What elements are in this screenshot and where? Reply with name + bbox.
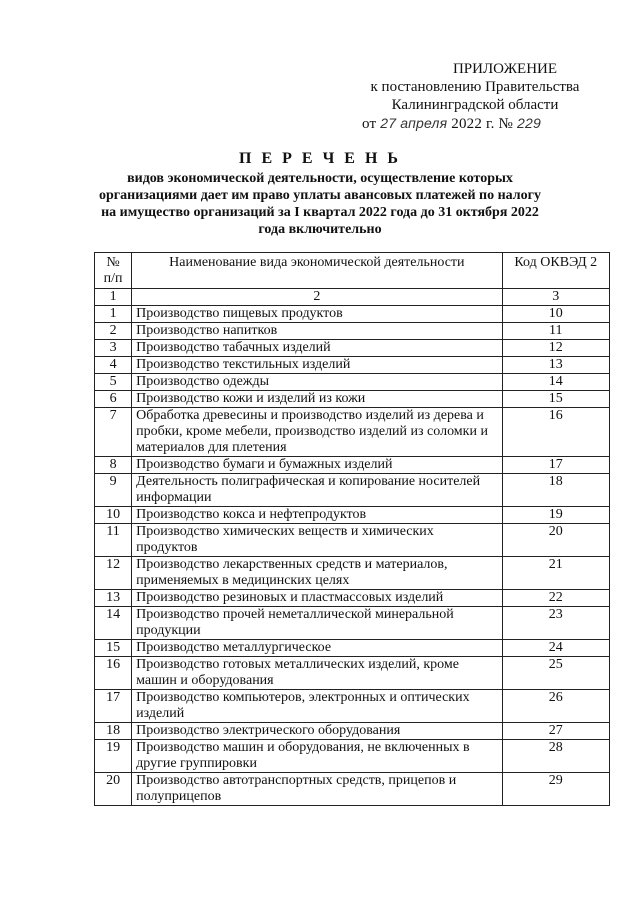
row-number: 13 [95, 590, 132, 607]
table-row [95, 457, 610, 474]
row-number: 4 [95, 357, 132, 374]
activity-name: Производство резиновых и пластмассовых изделий [132, 590, 502, 607]
table-row [95, 323, 610, 340]
appendix-line-3: Калининградской области [391, 97, 559, 113]
table-row [95, 557, 610, 590]
table-row [95, 507, 610, 524]
table-row [95, 590, 610, 607]
appendix-date-line [340, 114, 610, 133]
activity-name: Производство электрического оборудования [132, 723, 502, 740]
okved-code: 27 [502, 723, 609, 740]
activity-name: Производство металлургическое [132, 640, 502, 657]
document-title: П Е Р Е Ч Е Н Ь [239, 150, 401, 167]
col-name-header: Наименование вида экономической деятельности [132, 253, 502, 289]
okved-code: 13 [502, 357, 609, 374]
activity-name: Производство текстильных изделий [132, 357, 502, 374]
table-row [95, 607, 610, 640]
activity-name: Производство табачных изделий [132, 340, 502, 357]
okved-code: 21 [502, 557, 609, 590]
row-number: 5 [95, 374, 132, 391]
row-number: 17 [95, 690, 132, 723]
okved-code: 10 [502, 306, 609, 323]
activity-name: Производство кокса и нефтепродуктов [132, 507, 502, 524]
table-row [95, 524, 610, 557]
okved-code: 11 [502, 323, 609, 340]
date-prefix: от [362, 116, 377, 132]
okved-code: 16 [502, 408, 609, 457]
appendix-line-2: к постановлению Правительства [370, 79, 580, 95]
activity-name: Производство прочей неметаллической минеральной продукции [132, 607, 502, 640]
table-row [95, 657, 610, 690]
okved-code: 19 [502, 507, 609, 524]
col-code-header: Код ОКВЭД 2 [502, 253, 609, 289]
table-body [95, 306, 610, 806]
activity-name: Производство пищевых продуктов [132, 306, 502, 323]
col-number-3: 3 [502, 289, 609, 306]
okved-code: 22 [502, 590, 609, 607]
document-heading [90, 150, 550, 238]
table-row [95, 357, 610, 374]
row-number: 19 [95, 740, 132, 773]
activity-name: Производство лекарственных средств и материалов, применяемых в медицинских целях [132, 557, 502, 590]
row-number: 16 [95, 657, 132, 690]
col-number-1: 1 [95, 289, 132, 306]
okved-code: 24 [502, 640, 609, 657]
row-number: 18 [95, 723, 132, 740]
okved-code: 12 [502, 340, 609, 357]
row-number: 2 [95, 323, 132, 340]
table-row [95, 306, 610, 323]
activity-table [94, 252, 610, 806]
activity-name: Производство кожи и изделий из кожи [132, 391, 502, 408]
table-header-row [95, 253, 610, 289]
row-number: 6 [95, 391, 132, 408]
okved-code: 14 [502, 374, 609, 391]
row-number: 8 [95, 457, 132, 474]
row-number: 7 [95, 408, 132, 457]
appendix-block [340, 60, 610, 133]
activity-name: Производство бумаги и бумажных изделий [132, 457, 502, 474]
col-number-header: № п/п [95, 253, 132, 289]
okved-code: 17 [502, 457, 609, 474]
row-number: 20 [95, 773, 132, 806]
table-row [95, 640, 610, 657]
row-number: 9 [95, 474, 132, 507]
table-row [95, 474, 610, 507]
table-row [95, 391, 610, 408]
okved-code: 29 [502, 773, 609, 806]
document-number: 229 [517, 115, 541, 131]
document-subtitle: видов экономической деятельности, осуществление которых организациями дает им право уплаты авансовых платежей по налогу на имущество организаций за I квартал 2022 года до 31 октября 2022 года включительно [98, 171, 542, 237]
activity-name: Производство химических веществ и химических продуктов [132, 524, 502, 557]
okved-code: 20 [502, 524, 609, 557]
col-number-2: 2 [132, 289, 502, 306]
activity-name: Производство автотранспортных средств, прицепов и полуприцепов [132, 773, 502, 806]
year-label: 2022 г. № [451, 116, 514, 132]
row-number: 12 [95, 557, 132, 590]
table-row [95, 408, 610, 457]
table-row [95, 723, 610, 740]
appendix-title: ПРИЛОЖЕНИЕ [452, 61, 558, 77]
activity-name: Производство одежды [132, 374, 502, 391]
column-numbers-row [95, 289, 610, 306]
row-number: 1 [95, 306, 132, 323]
table-row [95, 340, 610, 357]
okved-code: 26 [502, 690, 609, 723]
date-value: 27 апреля [380, 115, 448, 131]
table-row [95, 773, 610, 806]
table-row [95, 690, 610, 723]
row-number: 14 [95, 607, 132, 640]
row-number: 11 [95, 524, 132, 557]
okved-code: 15 [502, 391, 609, 408]
row-number: 15 [95, 640, 132, 657]
okved-code: 23 [502, 607, 609, 640]
okved-code: 28 [502, 740, 609, 773]
activity-name: Обработка древесины и производство изделий из дерева и пробки, кроме мебели, производство изделий из соломки и материалов для плетения [132, 408, 502, 457]
table-row [95, 374, 610, 391]
activity-name: Производство машин и оборудования, не включенных в другие группировки [132, 740, 502, 773]
okved-code: 18 [502, 474, 609, 507]
row-number: 10 [95, 507, 132, 524]
table-row [95, 740, 610, 773]
row-number: 3 [95, 340, 132, 357]
activity-name: Деятельность полиграфическая и копирование носителей информации [132, 474, 502, 507]
activity-name: Производство напитков [132, 323, 502, 340]
okved-code: 25 [502, 657, 609, 690]
activity-name: Производство готовых металлических изделий, кроме машин и оборудования [132, 657, 502, 690]
activity-name: Производство компьютеров, электронных и оптических изделий [132, 690, 502, 723]
